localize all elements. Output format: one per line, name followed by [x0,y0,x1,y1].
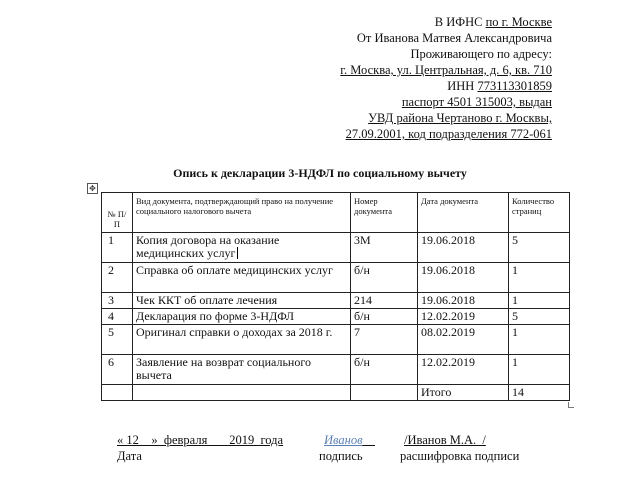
col-header-doc-type: Вид документа, подтверждающий право на получение социального налогового вычета [133,193,351,233]
row-doc-type: Оригинал справки о доходах за 2018 г. [133,325,351,355]
inn-value: 773113301859 [477,79,552,93]
label-signature: подпись [319,449,363,463]
signature: Иванов [324,433,363,447]
row-number: 6 [102,355,133,385]
row-doc-number: 7 [351,325,418,355]
row-pages: 5 [509,233,570,263]
table-row [102,293,570,309]
documents-table [101,192,570,401]
row-doc-date: 08.02.2019 [418,325,509,355]
table-end-marker [568,402,574,408]
label-date: Дата [117,449,142,463]
row-pages: 1 [509,355,570,385]
row-doc-number: б/н [351,263,418,293]
row-doc-number: б/н [351,355,418,385]
row-doc-type[interactable]: Копия договора на оказание медицинских услуг [133,233,351,263]
address-value: г. Москва, ул. Центральная, д. 6, кв. 710 [340,63,552,77]
text-cursor [237,247,238,259]
row-number: 2 [102,263,133,293]
table-row [102,355,570,385]
table-row [102,309,570,325]
row-number: 5 [102,325,133,355]
signature-decoding: /Иванов М.А. / [404,433,486,447]
col-header-number: № П/П [102,193,133,233]
signing-date: « 12 » февраля 2019 года [117,433,284,447]
address-label: Проживающего по адресу: [410,47,552,61]
total-empty-cell [102,385,133,401]
row-doc-type: Декларация по форме 3-НДФЛ [133,309,351,325]
table-row [102,325,570,355]
row-doc-date: 19.06.2018 [418,263,509,293]
total-empty-cell [133,385,351,401]
passport-line: паспорт 4501 315003, выдан [401,95,552,109]
row-doc-number: 214 [351,293,418,309]
table-row [102,263,570,293]
passport-issuer-line: УВД района Чертаново г. Москвы, [368,111,552,125]
total-value: 14 [509,385,570,401]
row-pages: 1 [509,325,570,355]
row-pages: 5 [509,309,570,325]
row-doc-type: Заявление на возврат социального вычета [133,355,351,385]
row-pages: 1 [509,263,570,293]
sender-name: От Иванова Матвея Александровича [356,31,552,45]
row-number: 1 [102,233,133,263]
row-number: 4 [102,309,133,325]
col-header-pages: Количество страниц [509,193,570,233]
label-decoding: расшифровка подписи [400,449,520,463]
row-doc-date: 12.02.2019 [418,355,509,385]
recipient-line: В ИФНС по г. Москве [434,15,552,29]
table-total-row [102,385,570,401]
total-empty-cell [351,385,418,401]
tax-office-city: по г. Москве [485,15,552,29]
table-row [102,233,570,263]
passport-date-code-line: 27.09.2001, код подразделения 772-061 [345,127,552,141]
document-title: Опись к декларации 3-НДФЛ по социальному вычету [173,166,467,180]
row-doc-number: б/н [351,309,418,325]
row-number: 3 [102,293,133,309]
table-header-row [102,193,570,233]
table-move-handle-icon[interactable]: ✥ [87,183,98,194]
row-doc-date: 12.02.2019 [418,309,509,325]
inn-line: ИНН 773113301859 [447,79,552,93]
row-doc-date: 19.06.2018 [418,233,509,263]
row-doc-type: Чек ККТ об оплате лечения [133,293,351,309]
col-header-doc-number: Номер документа [351,193,418,233]
row-pages: 1 [509,293,570,309]
row-doc-date: 19.06.2018 [418,293,509,309]
row-doc-type: Справка об оплате медицинских услуг [133,263,351,293]
total-label: Итого [418,385,509,401]
col-header-doc-date: Дата документа [418,193,509,233]
row-doc-number: 3М [351,233,418,263]
